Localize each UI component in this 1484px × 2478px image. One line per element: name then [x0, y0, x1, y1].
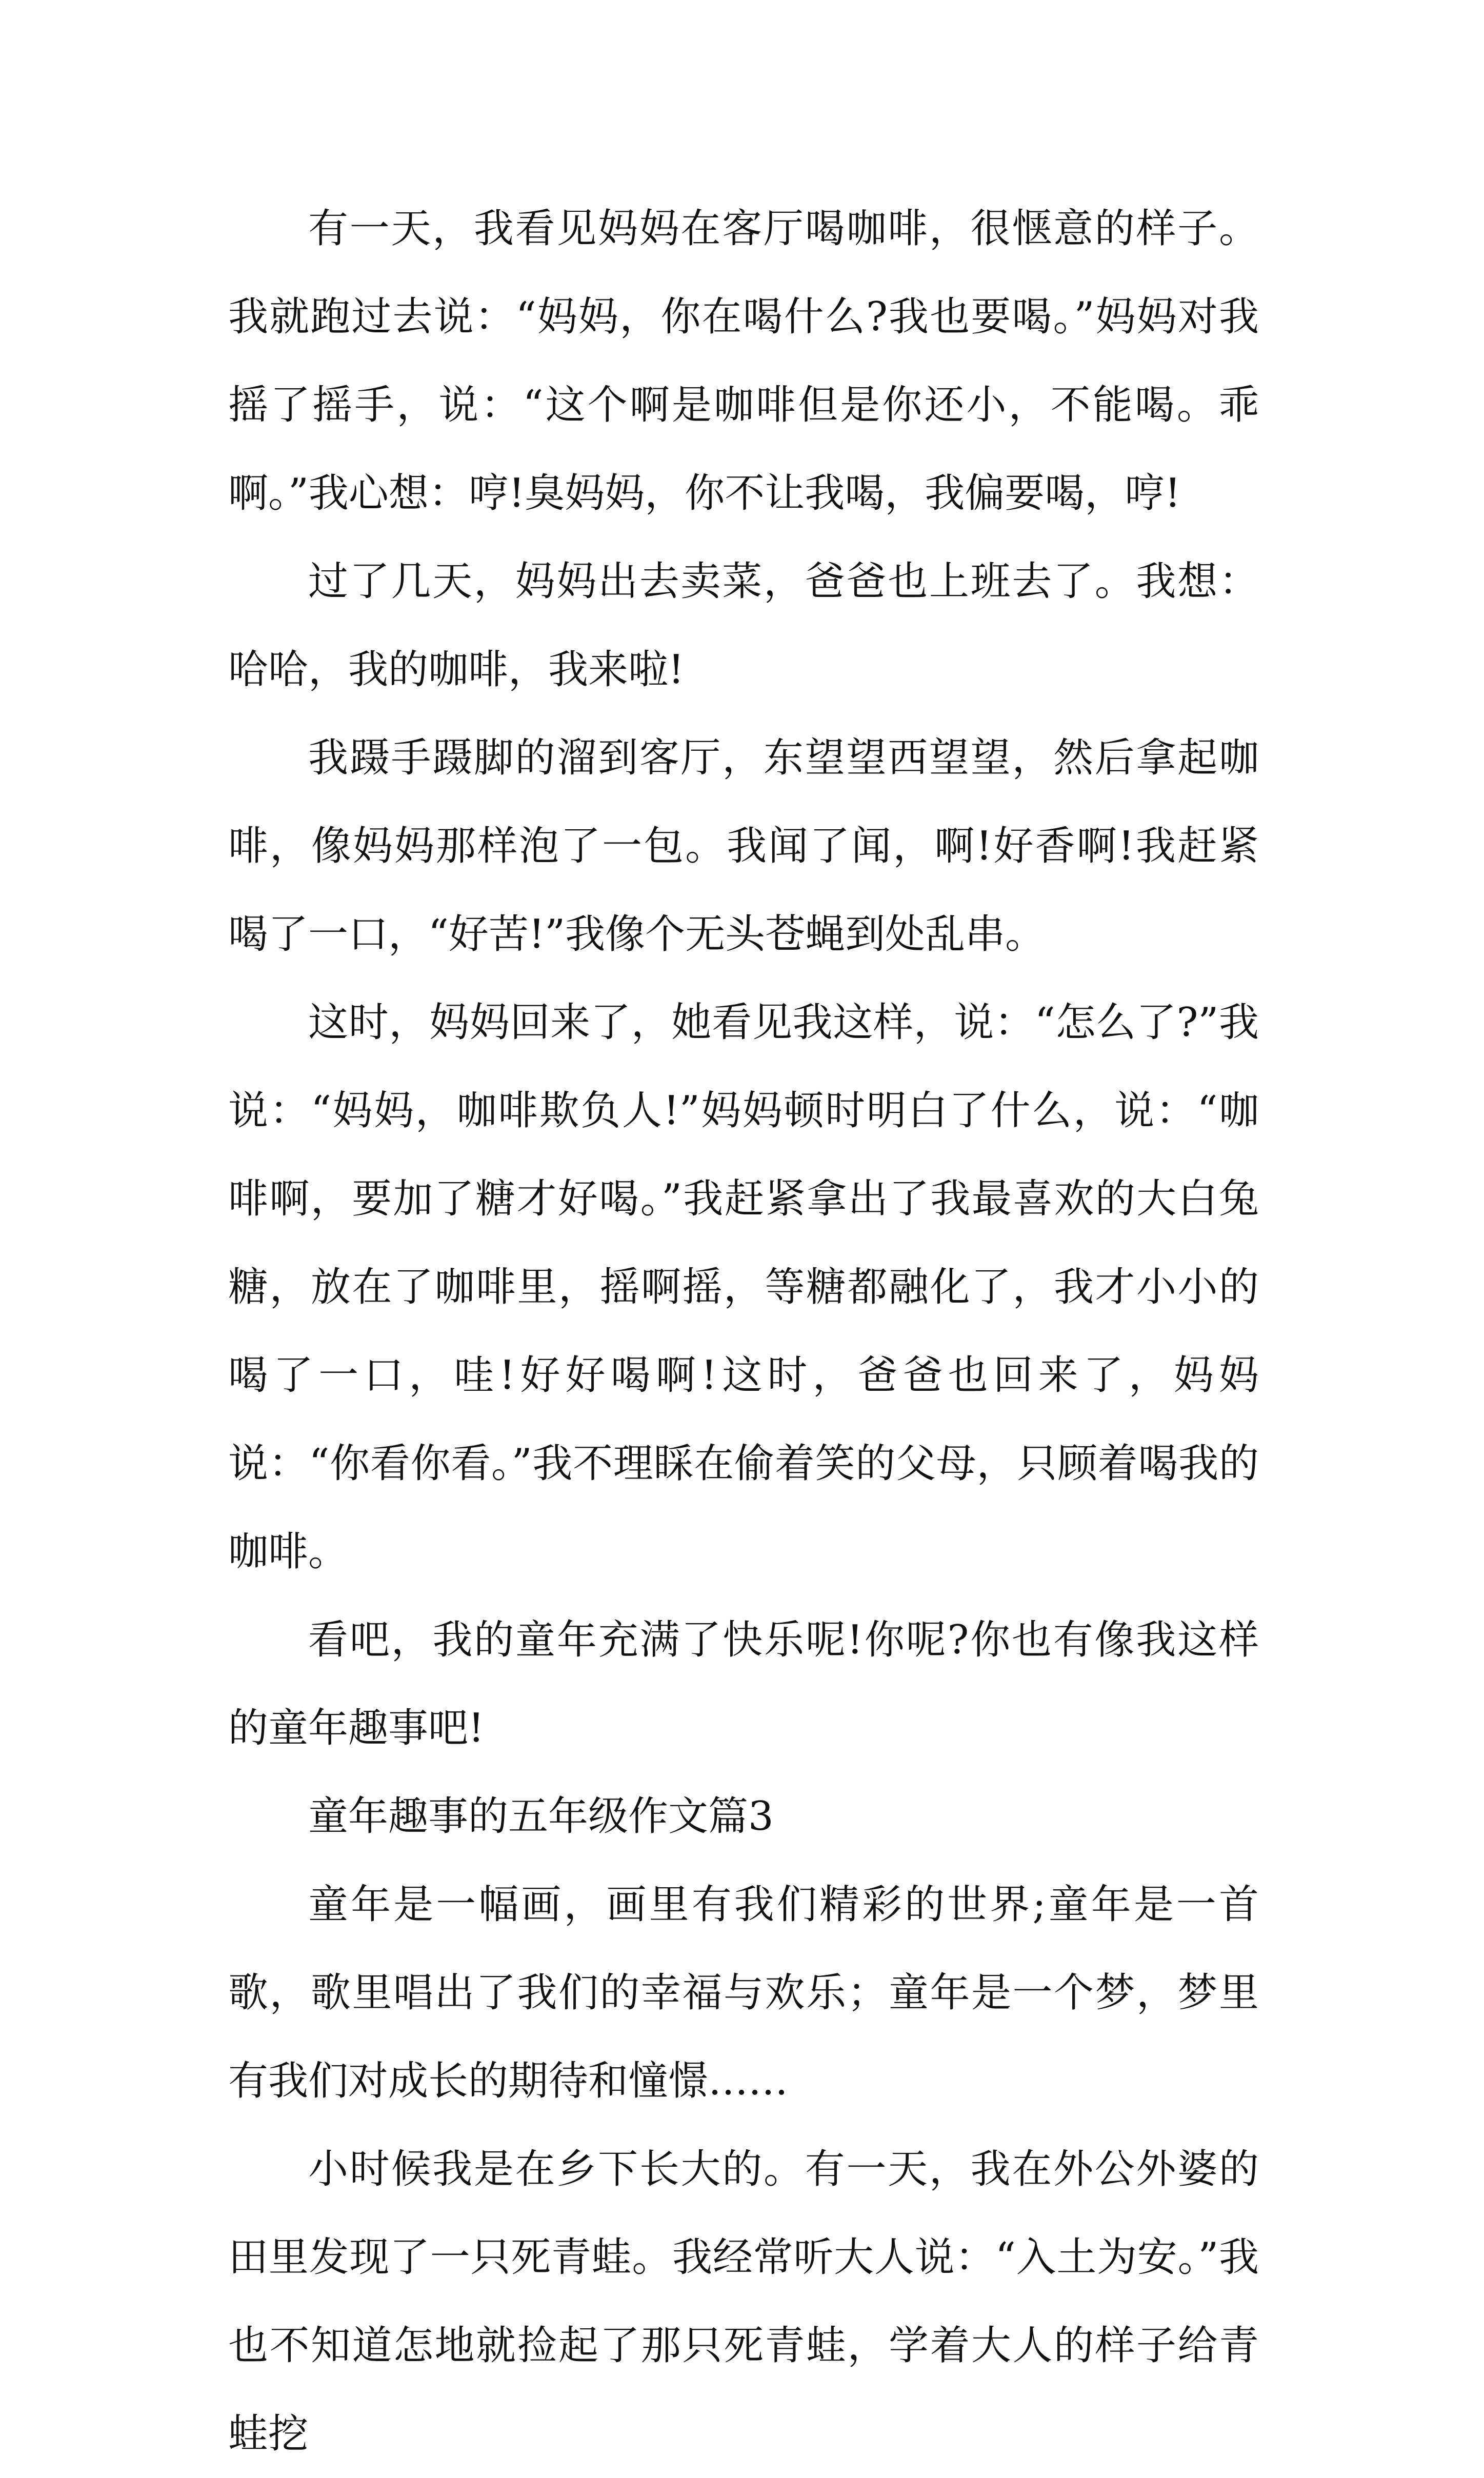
paragraph-mom-returns: 这时，妈妈回来了，她看见我这样，说：“怎么了?”我说：“妈妈，咖啡欺负人!”妈妈顿时明白了什么，说：“咖啡啊，要加了糖才好喝。”我赶紧拿出了我最喜欢的大白兔糖，放在了咖啡里，摇啊摇，等糖都融化了，我才小小的喝了一口，哇!好好喝啊!这时，爸爸也回来了，妈妈说：“你看你看。”我不理睬在偷着笑的父母，只顾着喝我的咖啡。 — [228, 1000, 1259, 1575]
paragraph-parents-leave: 过了几天，妈妈出去卖菜，爸爸也上班去了。我想：哈哈，我的咖啡，我来啦! — [228, 558, 1259, 693]
paragraph-childhood-metaphor: 童年是一幅画，画里有我们精彩的世界;童年是一首歌，歌里唱出了我们的幸福与欢乐；童年是一个梦，梦里有我们对成长的期待和憧憬…… — [228, 1882, 1259, 2104]
paragraph-coffee-intro: 有一天，我看见妈妈在客厅喝咖啡，很惬意的样子。我就跑过去说：“妈妈，你在喝什么?我也要喝。”妈妈对我摇了摇手，说：“这个啊是咖啡但是你还小，不能喝。乖啊。”我心想：哼!臭妈妈，你不让我喝，我偏要喝，哼! — [228, 206, 1259, 516]
section-heading: 童年趣事的五年级作文篇3 — [308, 1793, 774, 1840]
paragraph-sneak-coffee: 我蹑手蹑脚的溜到客厅，东望望西望望，然后拿起咖啡，像妈妈那样泡了一包。我闻了闻，啊!好香啊!我赶紧喝了一口，“好苦!”我像个无头苍蝇到处乱串。 — [228, 735, 1259, 957]
paragraph-frog-story: 小时候我是在乡下长大的。有一天，我在外公外婆的田里发现了一只死青蛙。我经常听大人说：“入土为安。”我也不知道怎地就捡起了那只死青蛙，学着大人的样子给青蛙挖 — [228, 2146, 1259, 2457]
document-body — [228, 185, 1259, 2478]
paragraph-conclusion: 看吧，我的童年充满了快乐呢!你呢?你也有像我这样的童年趣事吧! — [228, 1617, 1259, 1751]
